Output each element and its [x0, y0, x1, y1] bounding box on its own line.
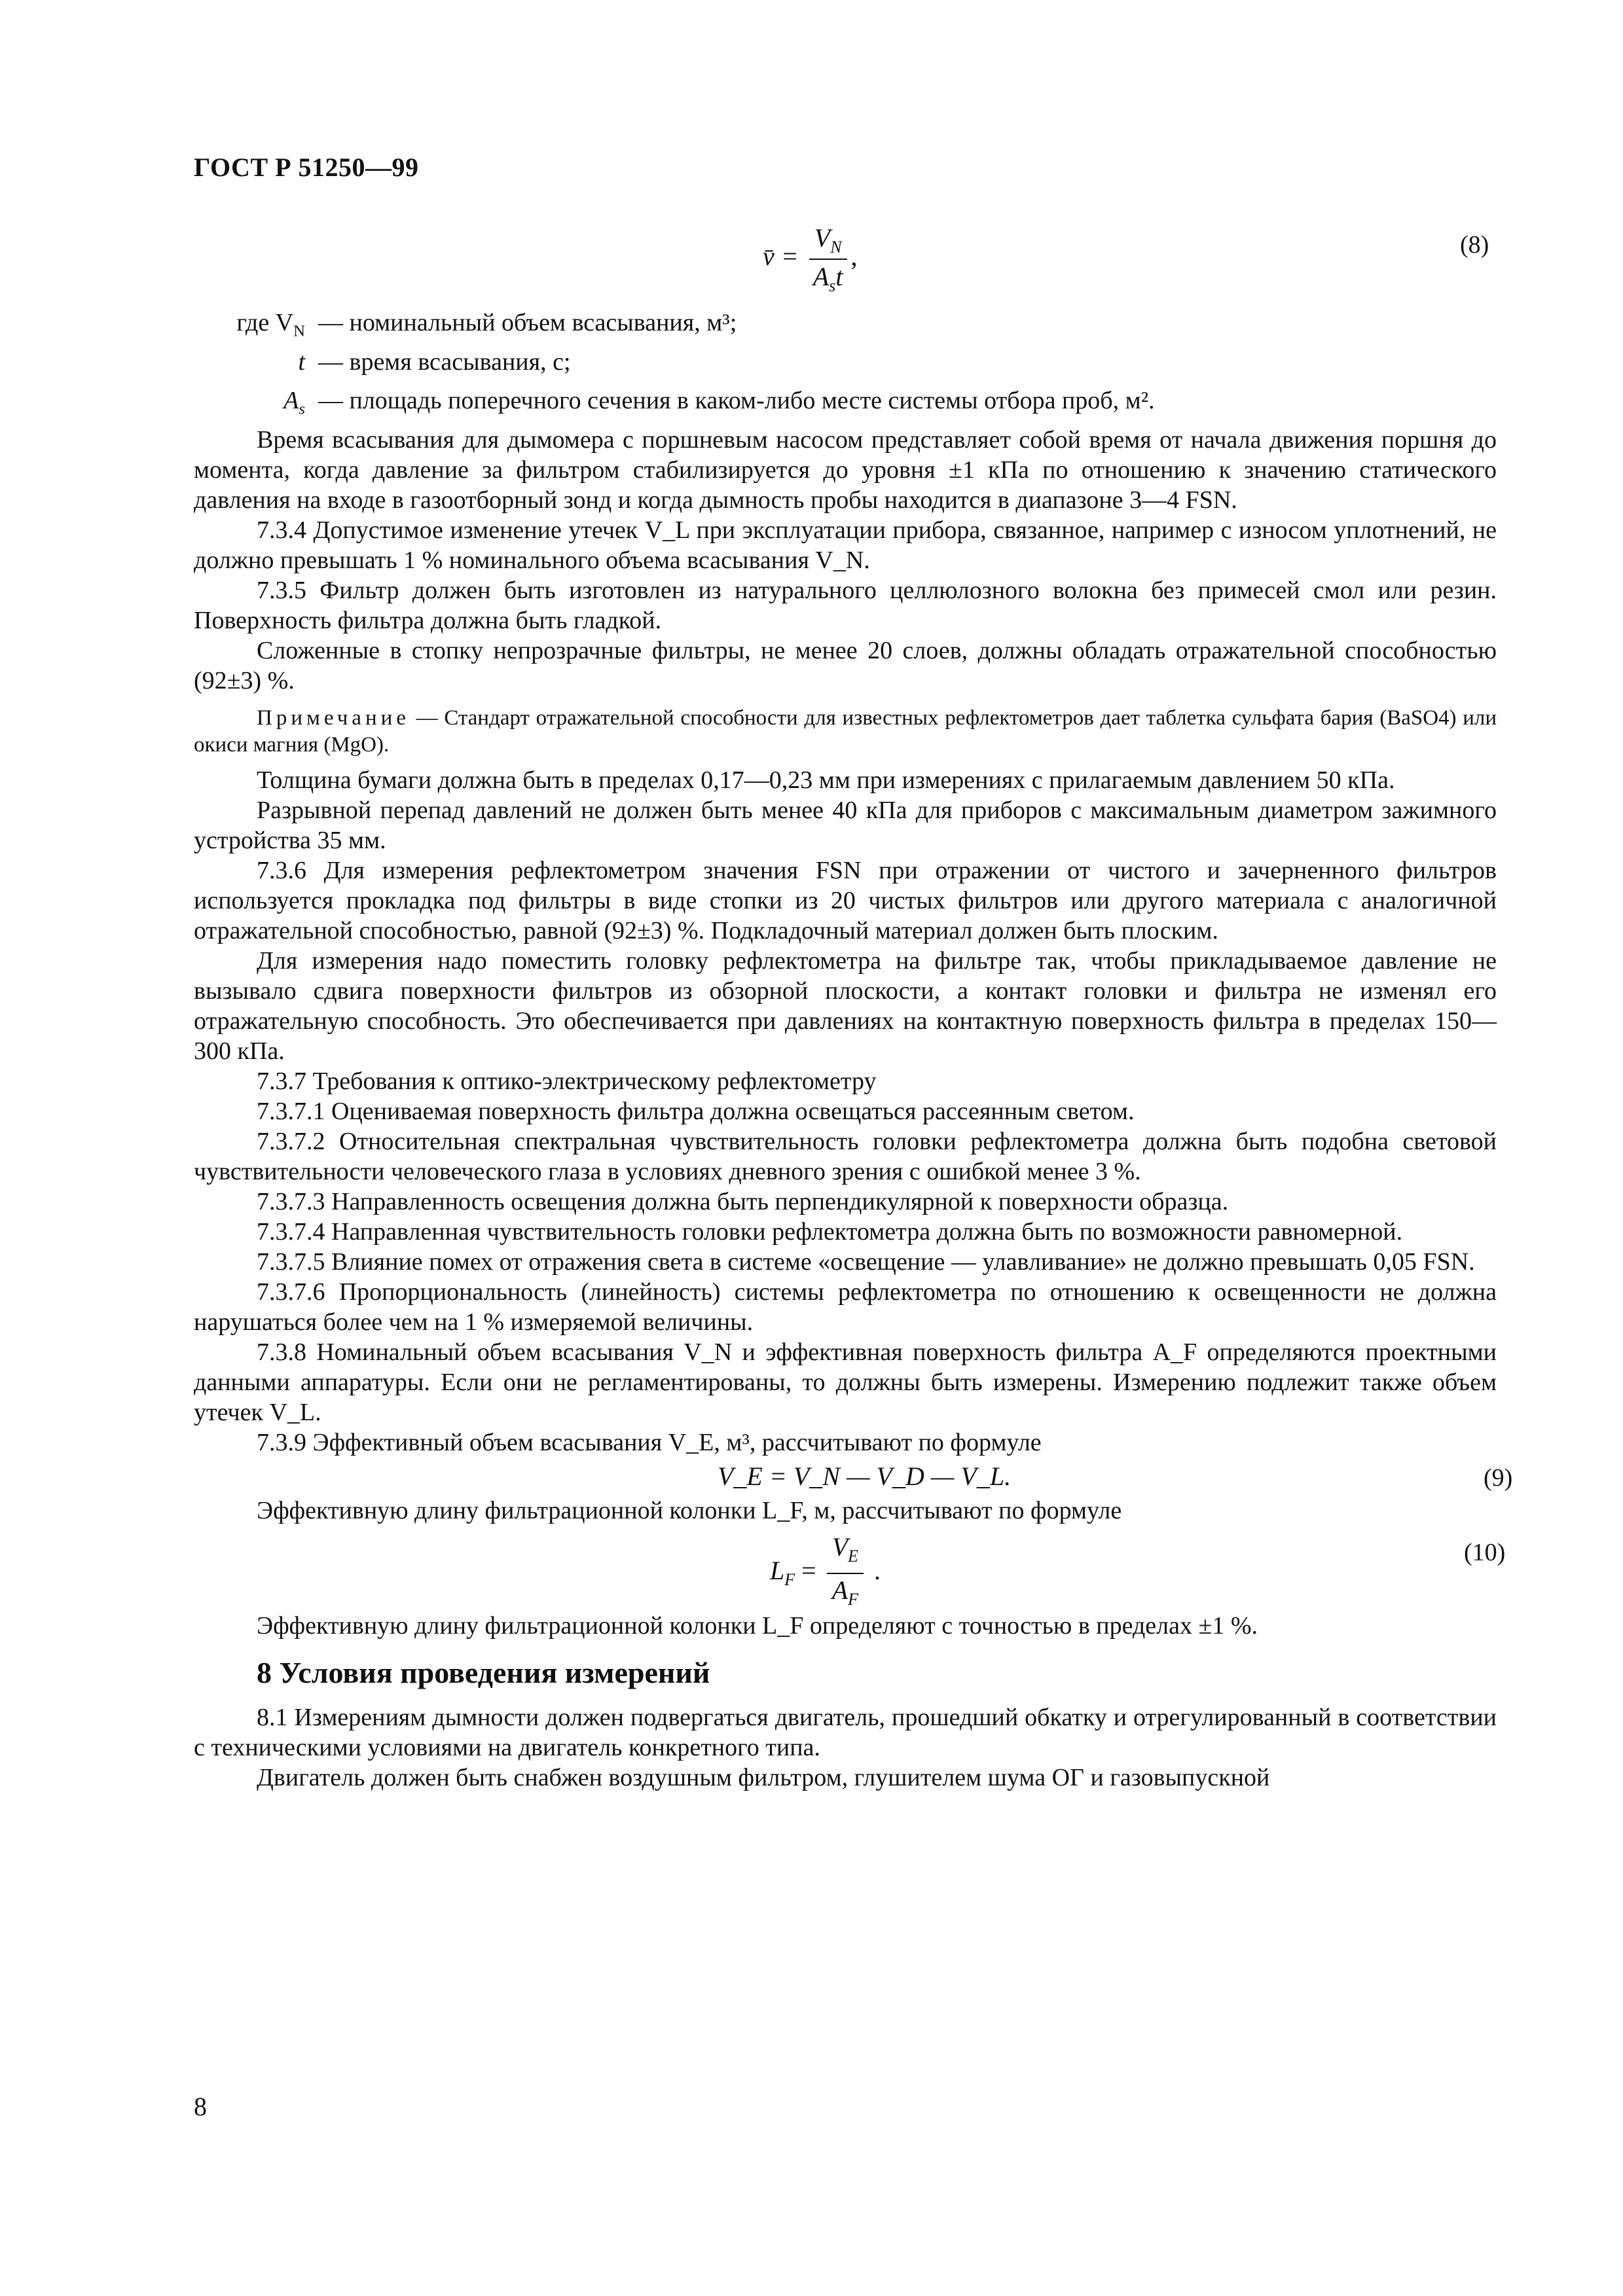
paragraph-engine-equipment: Двигатель должен быть снабжен воздушным фильтром, глушителем шума ОГ и газовыпускной: [257, 1763, 1270, 1791]
formula-8-den-a: A: [812, 262, 830, 291]
where-item: [194, 308, 1497, 347]
note-text: — Стандарт отражательной способности для известных рефлектометров дает таблетка сульфата бария (BaSO4) или окиси магния (MgO).: [194, 706, 1497, 757]
paragraph-effective-length: Эффективную длину фильтрационной колонки L_F, м, рассчитывают по формуле: [257, 1496, 1122, 1524]
document-body: [194, 308, 1513, 1793]
where-text: — площадь поперечного сечения в каком-либо месте системы отбора проб, м².: [318, 387, 1155, 415]
paragraph-7-3-7-5: 7.3.7.5 Влияние помех от отражения света в системе «освещение — улавливание» не должно превышать 0,05 FSN.: [257, 1247, 1475, 1276]
paragraph-paper-thickness: Толщина бумаги должна быть в пределах 0,17—0,23 мм при измерениях с прилагаемым давлением 50 кПа.: [257, 766, 1395, 794]
formula-8-den-sub: s: [829, 276, 836, 295]
where-symbol-sub: s: [299, 400, 305, 418]
formula-10-tail: .: [874, 1555, 881, 1585]
formula-8-num: V: [814, 223, 831, 253]
formula-10-row: [194, 1526, 1506, 1611]
paragraph-burst-pressure: Разрывной перепад давлений не должен быть менее 40 кПа для приборов с максимальным диаметром зажимного устройства 35 мм.: [194, 796, 1497, 854]
formula-9-number: (9): [1484, 1463, 1513, 1492]
where-list: [194, 308, 1497, 425]
formula-8-fraction: [809, 223, 847, 296]
paragraph-7-3-7: 7.3.7 Требования к оптико-электрическому рефлектометру: [257, 1067, 877, 1095]
where-item: [194, 347, 1497, 386]
formula-10-fraction: [827, 1532, 864, 1615]
formula-10: [770, 1532, 881, 1615]
where-symbol: t: [298, 348, 305, 376]
where-symbol-sub: N: [293, 322, 305, 340]
paragraph-7-3-7-2: 7.3.7.2 Относительная спектральная чувствительность головки рефлектометра должна быть подобна световой чувствительности человеческого глаза в условиях дневного зрения с ошибкой менее 3 %.: [194, 1127, 1497, 1185]
note: [194, 705, 1497, 759]
formula-8-tail: ,: [850, 242, 858, 272]
paragraph-7-3-6: 7.3.6 Для измерения рефлектометром значения FSN при отражении от чистого и зачерненного фильтров используется прокладка под фильтры в виде стопки из 20 чистых фильтров или другого материала с аналогичной отражательной способностью, равной (92±3) %. Подкладочный материал должен быть плоским.: [194, 856, 1497, 944]
paragraph-7-3-8: 7.3.8 Номинальный объем всасывания V_N и эффективная поверхность фильтра A_F определяются проектными данными аппаратуры. Если они не регламентированы, то должны быть измерены. Измерению подлежит также объем утечек V_L.: [194, 1338, 1497, 1426]
where-symbol: где V: [236, 309, 294, 336]
where-symbol: A: [283, 387, 299, 415]
paragraph-7-3-5: 7.3.5 Фильтр должен быть изготовлен из натурального целлюлозного волокна без примесей смол или резин. Поверхность фильтра должна быть гладкой.: [194, 576, 1497, 634]
formula-10-num-sub: E: [848, 1546, 859, 1566]
paragraph-8-1: 8.1 Измерениям дымности должен подвергаться двигатель, прошедший обкатку и отрегулированный в соответствии с техническими условиями на двигатель конкретного типа.: [194, 1703, 1497, 1761]
formula-10-eq: =: [801, 1555, 816, 1585]
where-item: [194, 386, 1497, 425]
where-text: — время всасывания, с;: [318, 348, 571, 376]
paragraph-7-3-7-4: 7.3.7.4 Направленная чувствительность головки рефлектометра должна быть по возможности равномерной.: [257, 1217, 1403, 1246]
formula-10-den-sub: F: [848, 1589, 859, 1609]
paragraph-7-3-4: 7.3.4 Допустимое изменение утечек V_L при эксплуатации прибора, связанное, например с износом уплотнений, не должно превышать 1 % номинального объема всасывания V_N.: [194, 516, 1497, 574]
where-text: — номинальный объем всасывания, м³;: [318, 309, 737, 336]
note-label: Примечание: [257, 706, 410, 730]
paragraph-suction-time: Время всасывания для дымомера с поршневым насосом представляет собой время от начала движения поршня до момента, когда давление за фильтром стабилизируется до уровня ±1 кПа по отношению к значению статического давления на входе в газоотборный зонд и когда дымность пробы находится в диапазоне 3—4 FSN.: [194, 425, 1497, 514]
paragraph-filter-stack: Сложенные в стопку непрозрачные фильтры, не менее 20 слоев, должны обладать отражательной способностью (92±3) %.: [194, 636, 1497, 694]
formula-10-num: V: [831, 1532, 848, 1562]
paragraph-head-placement: Для измерения надо поместить головку рефлектометра на фильтре так, чтобы прикладываемое давление не вызывало сдвига поверхности фильтров из обзорной плоскости, а контакт головки и фильтра не изменял его отражательную способность. Это обеспечивается при давлениях на контактную поверхность фильтра в пределах 150—300 кПа.: [194, 946, 1497, 1065]
formula-9: V_E = V_N — V_D — V_L.: [718, 1461, 1012, 1491]
formula-8-num-sub: N: [830, 238, 842, 257]
formula-8: [763, 223, 858, 296]
paragraph-7-3-7-6: 7.3.7.6 Пропорциональность (линейность) системы рефлектометра по отношению к освещенности не должна нарушаться более чем на 1 % измеряемой величины.: [194, 1278, 1497, 1336]
formula-10-lhs-sub: F: [784, 1570, 795, 1589]
formula-9-row: [194, 1458, 1513, 1496]
formula-10-lhs: L: [770, 1555, 785, 1585]
formula-8-number: (8): [1460, 231, 1489, 259]
paragraph-7-3-9: 7.3.9 Эффективный объем всасывания V_E, м³, рассчитывают по формуле: [257, 1428, 1042, 1456]
paragraph-7-3-7-1: 7.3.7.1 Оцениваемая поверхность фильтра должна освещаться рассеянным светом.: [257, 1097, 1135, 1125]
paragraph-effective-length-accuracy: Эффективную длину фильтрационной колонки L_F определяют с точностью в пределах ±1 %.: [257, 1611, 1258, 1640]
formula-8-den-t: t: [835, 262, 843, 291]
formula-8-lhs: v̄ =: [763, 242, 799, 272]
formula-10-den: A: [831, 1575, 848, 1605]
document-header: ГОСТ Р 51250—99: [194, 152, 419, 182]
formula-10-number: (10): [1464, 1538, 1506, 1566]
page-number: 8: [194, 2092, 207, 2121]
section-8-title: 8 Условия проведения измерений: [257, 1655, 710, 1689]
paragraph-7-3-7-3: 7.3.7.3 Направленность освещения должна быть перпендикулярной к поверхности образца.: [257, 1187, 1229, 1215]
